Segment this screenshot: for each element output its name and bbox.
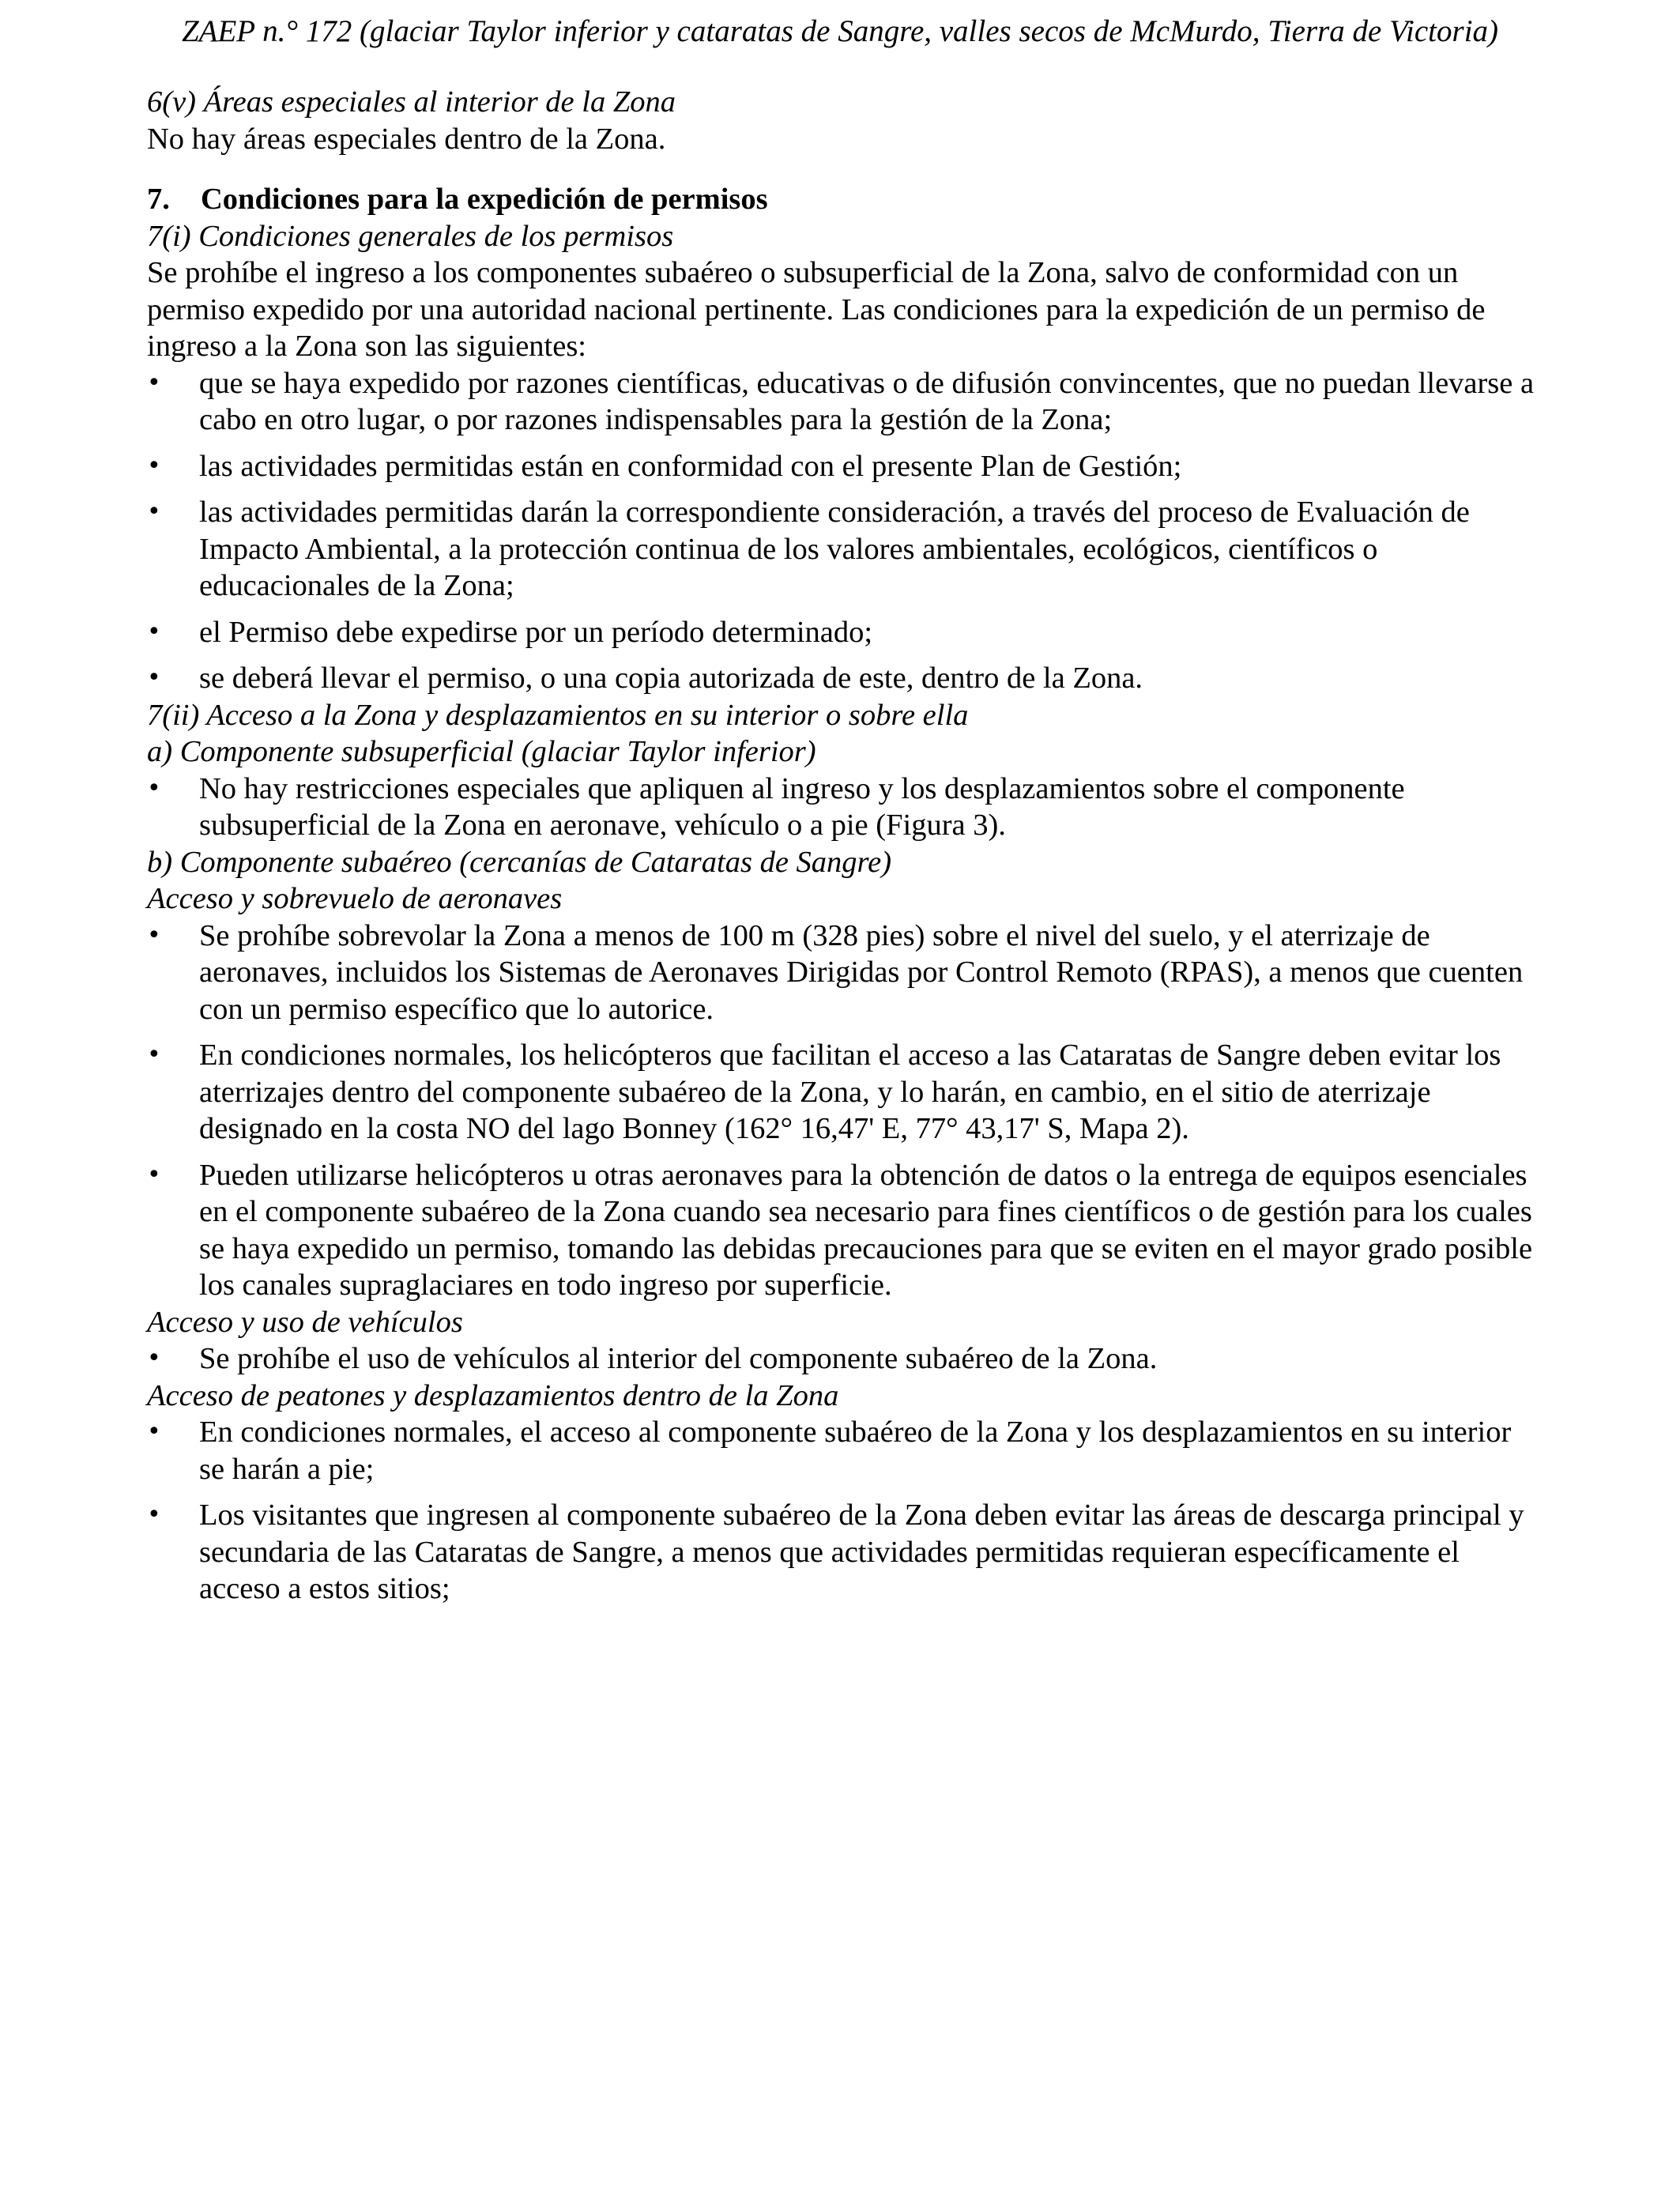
list-item — [147, 918, 1538, 1028]
document-body — [147, 84, 1538, 1608]
list-item-text: las actividades permitidas están en conformidad con el presente Plan de Gestión; — [199, 449, 1182, 483]
section-7-title: Condiciones para la expedición de permisos — [201, 183, 768, 216]
bullet-marker: • — [147, 1501, 161, 1529]
bullet-marker: • — [147, 1418, 161, 1446]
list-item-text: se deberá llevar el permiso, o una copia autorizada de este, dentro de la Zona. — [199, 662, 1143, 695]
bullet-marker: • — [147, 617, 161, 646]
list-item-text: las actividades permitidas darán la correspondiente consideración, a través del proceso de Evaluación de Impacto Ambiental, a la protección continua de los valores ambientales, ecológicos, científicos o educacionales de la Zona; — [199, 496, 1470, 602]
subsection-7i-heading: 7(i) Condiciones generales de los permisos — [147, 219, 674, 253]
section-7-heading — [147, 181, 1538, 218]
part-a-heading: a) Componente subsuperficial (glaciar Taylor inferior) — [147, 735, 816, 768]
list-item — [147, 660, 1538, 697]
pedestrian-access-bullet-list — [147, 1414, 1538, 1608]
subsection-6v-heading: 6(v) Áreas especiales al interior de la Zona — [147, 85, 676, 119]
list-item — [147, 494, 1538, 605]
aircraft-access-heading: Acceso y sobrevuelo de aeronaves — [147, 882, 563, 915]
bullet-marker: • — [147, 498, 161, 526]
list-item — [147, 365, 1538, 439]
list-item-text: No hay restricciones especiales que apliquen al ingreso y los desplazamientos sobre el componente subsuperficial de la Zona en aeronave, vehículo o a pie (Figura 3). — [199, 771, 1405, 842]
list-item-text: Se prohíbe sobrevolar la Zona a menos de 100 m (328 pies) sobre el nivel del suelo, y el aterrizaje de aeronaves, incluidos los Sistemas de Aeronaves Dirigidas por Control Remoto (RPAS), a menos que cuenten con un permiso específico que lo autorice. — [199, 918, 1524, 1026]
vehicle-access-heading: Acceso y uso de vehículos — [147, 1305, 463, 1339]
bullet-marker: • — [147, 664, 161, 692]
part-a-bullet-list — [147, 771, 1538, 844]
bullet-marker: • — [147, 368, 161, 397]
list-item — [147, 771, 1538, 844]
subsection-7i-paragraph: Se prohíbe el ingreso a los componentes subaéreo o subsuperficial de la Zona, salvo de conformidad con un permiso expedido por una autoridad nacional pertinente. Las condiciones para la expedición de un permiso de ingreso a la Zona son las siguientes: — [147, 256, 1486, 363]
bullet-marker: • — [147, 774, 161, 802]
part-b-heading: b) Componente subaéreo (cercanías de Cataratas de Sangre) — [147, 845, 892, 879]
pedestrian-access-heading: Acceso de peatones y desplazamientos dentro de la Zona — [147, 1378, 839, 1412]
list-item-text: En condiciones normales, el acceso al componente subaéreo de la Zona y los desplazamientos en su interior se harán a pie; — [199, 1416, 1512, 1486]
list-item-text: el Permiso debe expedirse por un período determinado; — [199, 615, 873, 649]
bullet-marker: • — [147, 1160, 161, 1189]
running-header: ZAEP n.° 172 (glaciar Taylor inferior y cataratas de Sangre, valles secos de McMurdo, Tierra de Victoria) — [181, 14, 1499, 48]
vehicle-access-bullet-list — [147, 1340, 1538, 1378]
bullet-marker: • — [147, 921, 161, 949]
list-item — [147, 448, 1538, 485]
aircraft-access-bullet-list — [147, 918, 1538, 1304]
list-item-text: Los visitantes que ingresen al componente subaéreo de la Zona deben evitar las áreas de descarga principal y secundaria de las Cataratas de Sangre, a menos que actividades permitidas requieran específicamente el acceso a estos sitios; — [199, 1498, 1524, 1605]
list-item — [147, 1037, 1538, 1148]
bullet-marker: • — [147, 451, 161, 480]
list-item-text: Pueden utilizarse helicópteros u otras aeronaves para la obtención de datos o la entrega de equipos esenciales en el componente subaéreo de la Zona cuando sea necesario para fines científicos o de gestión para los cuales se haya expedido un permiso, tomando las debidas precauciones para que se eviten en el mayor grado posible los canales supraglaciares en todo ingreso por superficie. — [199, 1158, 1533, 1302]
subsection-6v-paragraph: No hay áreas especiales dentro de la Zona. — [147, 122, 666, 156]
list-item — [147, 614, 1538, 651]
list-item — [147, 1497, 1538, 1608]
subsection-7i-bullet-list — [147, 365, 1538, 697]
bullet-marker: • — [147, 1344, 161, 1372]
section-7-number: 7. — [147, 183, 170, 216]
list-item — [147, 1157, 1538, 1304]
subsection-7ii-heading: 7(ii) Acceso a la Zona y desplazamientos en su interior o sobre ella — [147, 698, 969, 732]
list-item — [147, 1414, 1538, 1487]
list-item-text: Se prohíbe el uso de vehículos al interior del componente subaéreo de la Zona. — [199, 1342, 1158, 1375]
list-item-text: que se haya expedido por razones científicas, educativas o de difusión convincentes, que no puedan llevarse a cabo en otro lugar, o por razones indispensables para la gestión de la Zona; — [199, 366, 1535, 436]
list-item-text: En condiciones normales, los helicópteros que facilitan el acceso a las Cataratas de Sangre deben evitar los aterrizajes dentro del componente subaéreo de la Zona, y lo harán, en cambio, en el sitio de aterrizaje designado en la costa NO del lago Bonney (162° 16,47' E, 77° 43,17' S, Mapa 2). — [199, 1039, 1501, 1145]
list-item — [147, 1340, 1538, 1378]
bullet-marker: • — [147, 1041, 161, 1069]
